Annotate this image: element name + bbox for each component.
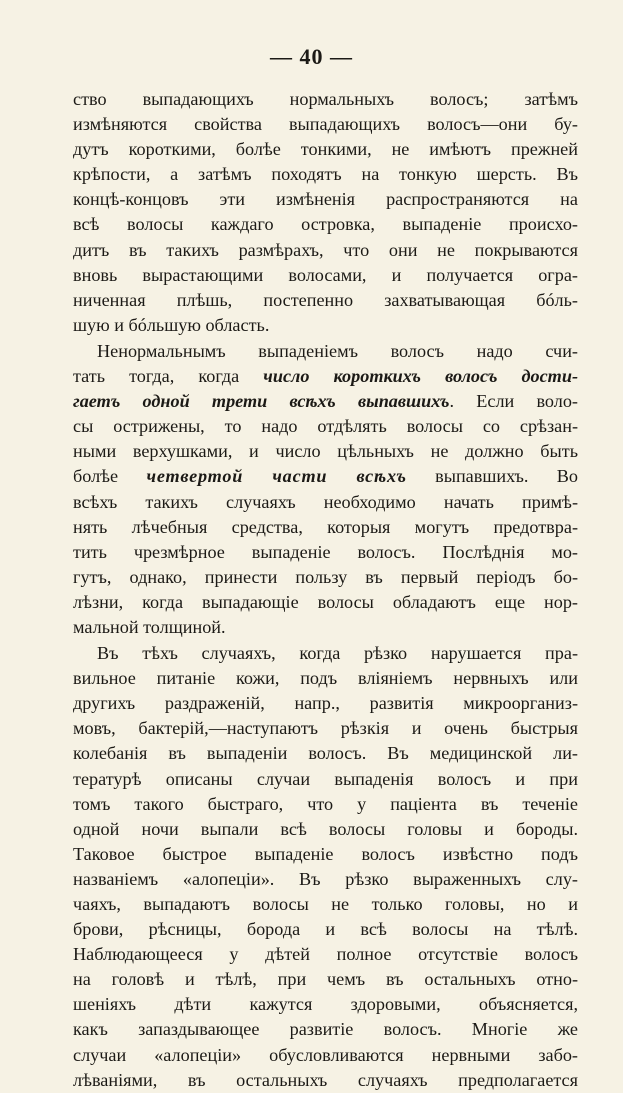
text-line: Въ тѣхъ случаяхъ, когда рѣзко нарушается пра-: [97, 643, 578, 664]
text-line: ными верхушками, и число цѣльныхъ не должно быть: [73, 441, 578, 462]
text-line: гаетъ одной трети всѣхъ выпавшихъ. Если воло-: [73, 391, 578, 412]
text-line: брови, рѣсницы, борода и всѣ волосы на тѣлѣ.: [73, 919, 578, 940]
emphasis-text: число короткихъ волосъ дости-: [263, 366, 578, 387]
text-line: тить чрезмѣрное выпаденіе волосъ. Послѣднія мо-: [73, 541, 578, 562]
text-line: случаи «алопеціи» обусловливаются нервными забо-: [73, 1044, 578, 1065]
text-line: нять лѣчебныя средства, которыя могутъ предотвра-: [73, 516, 578, 537]
text-line: всѣ волосы каждаго островка, выпаденіе происхо-: [73, 214, 578, 235]
text-line: колебанія въ выпаденіи волосъ. Въ медицинской ли-: [73, 743, 578, 764]
text-line: мальной толщиной.: [73, 616, 226, 637]
body-text: [73, 87, 578, 1093]
text-line: лѣваніями, въ остальныхъ случаяхъ предполагается: [73, 1069, 578, 1090]
text-line: вильное питаніе кожи, подъ вліяніемъ нервныхъ или: [73, 668, 578, 689]
text-line: гутъ, однако, принести пользу въ первый періодъ бо-: [73, 566, 578, 587]
text-line: тать тогда, когда число короткихъ волосъ дости-: [73, 366, 578, 387]
text-line: шеніяхъ дѣти кажутся здоровыми, объясняется,: [73, 994, 578, 1015]
text-line: измѣняются свойства выпадающихъ волосъ—они бу-: [73, 114, 578, 135]
text-line: ство выпадающихъ нормальныхъ волосъ; затѣмъ: [73, 89, 578, 109]
text-line: всѣхъ такихъ случаяхъ необходимо начать примѣ-: [73, 491, 578, 512]
page-number: — 40 —: [270, 44, 353, 69]
text-line: на головѣ и тѣлѣ, при чемъ въ остальныхъ отно-: [73, 969, 578, 990]
text-line: шую и бóльшую область.: [73, 314, 270, 335]
paragraph-1: [73, 87, 578, 338]
emphasis-text: четвертой части всѣхъ: [146, 466, 407, 487]
text-line: сы острижены, то надо отдѣлять волосы со срѣзан-: [73, 416, 578, 437]
text-line: томъ такого быстраго, что у паціента въ теченіе: [73, 793, 578, 814]
text-line: чаяхъ, выпадаютъ волосы не только головы, но и: [73, 894, 578, 914]
text-line: болѣе четвертой части всѣхъ выпавшихъ. Во: [73, 466, 579, 487]
emphasis-text: гаетъ одной трети всѣхъ выпавшихъ: [73, 391, 450, 412]
text-line: концѣ-концовъ эти измѣненія распространяются на: [73, 189, 578, 210]
text-line: вновь вырастающими волосами, и получается огра-: [73, 264, 578, 285]
text-line: дитъ въ такихъ размѣрахъ, что они не покрываются: [73, 239, 578, 260]
text-line: Наблюдающееся у дѣтей полное отсутствіе волосъ: [73, 944, 578, 965]
text-line: названіемъ «алопеціи». Въ рѣзко выраженныхъ слу-: [73, 868, 578, 889]
text-line: мовъ, бактерій,—наступаютъ рѣзкія и очень быстрыя: [73, 718, 578, 739]
text-line: дутъ короткими, болѣе тонкими, не имѣютъ прежней: [73, 139, 578, 160]
text-line: крѣпости, а затѣмъ походятъ на тонкую шерсть. Въ: [73, 164, 578, 185]
paragraph-3: [73, 641, 578, 1093]
text-line: Ненормальнымъ выпаденіемъ волосъ надо счи-: [97, 340, 578, 361]
text-line: одной ночи выпали всѣ волосы головы и бороды.: [73, 818, 578, 839]
text-line: лѣзни, когда выпадающіе волосы обладаютъ еще нор-: [73, 591, 578, 612]
text-line: Таковое быстрое выпаденіе волосъ извѣстно подъ: [73, 843, 578, 864]
text-line: другихъ раздраженій, напр., развитія микроорганиз-: [73, 693, 578, 714]
paragraph-2: [73, 339, 578, 640]
text-line: какъ запаздывающее развитіе волосъ. Многіе же: [73, 1019, 578, 1040]
text-line: тературѣ описаны случаи выпаденія волосъ и при: [73, 768, 578, 789]
text-line: ниченная плѣшь, постепенно захватывающая бóль-: [73, 289, 578, 310]
